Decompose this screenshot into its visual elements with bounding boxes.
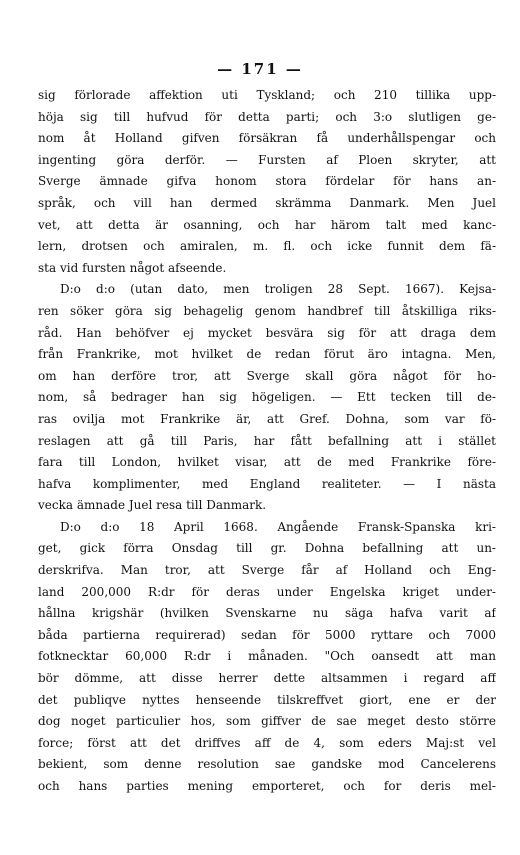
text-line: höja sig till hufvud för detta parti; och 3:o slutligen ge- bbox=[38, 109, 496, 124]
text-line: nom, så bedrager han sig högeligen. — Ett tecken till de- bbox=[38, 390, 496, 405]
paragraph bbox=[38, 279, 496, 517]
text-line: land 200,000 R:dr för deras under Engelska kriget under- bbox=[38, 584, 496, 599]
text-line: D:o d:o 18 April 1668. Angående Fransk-Spanska kri- bbox=[60, 519, 496, 534]
text-line: båda partierna requirerad) sedan för 5000 ryttare och 7000 bbox=[38, 627, 496, 642]
text-line: Sverge ämnade gifva honom stora fördelar för hans an- bbox=[38, 174, 496, 189]
paragraph bbox=[38, 85, 496, 279]
text-line: hållna krigshär (hvilken Svenskarne nu säga hafva varit af bbox=[38, 606, 496, 621]
text-line: fara till London, hvilket visar, att de med Frankrike före- bbox=[38, 455, 496, 470]
text-line: sig förlorade affektion uti Tyskland; och 210 tillika upp- bbox=[38, 88, 496, 102]
paragraph bbox=[38, 517, 496, 798]
text-line: derskrifva. Man tror, att Sverge får af Holland och Eng- bbox=[38, 563, 496, 578]
text-line: ren söker göra sig behagelig genom handbref till åtskilliga riks- bbox=[38, 303, 496, 318]
text-line: reslagen att gå till Paris, har fått befallning att i stället bbox=[38, 433, 496, 448]
text-line: force; först att det driffves aff de 4, som eders Maj:st vel bbox=[38, 735, 496, 750]
text-line: från Frankrike, mot hvilket de redan förut äro intagna. Men, bbox=[38, 347, 496, 362]
text-line: vet, att detta är osanning, och har härom talt med kanc- bbox=[38, 217, 496, 232]
text-line: språk, och vill han dermed skrämma Danmark. Men Juel bbox=[38, 195, 496, 210]
text-line: ras ovilja mot Frankrike är, att Gref. Dohna, som var fö- bbox=[38, 411, 496, 426]
text-line: get, gick förra Onsdag till gr. Dohna befallning att un- bbox=[38, 541, 496, 556]
text-line: hafva komplimenter, med England realiteter. — I nästa bbox=[38, 476, 496, 491]
text-line: dog noget particulier hos, som giffver de sae meget desto större bbox=[38, 714, 496, 729]
text-line: lern, drotsen och amiralen, m. fl. och icke funnit dem fä- bbox=[38, 239, 496, 254]
text-line: om han derföre tror, att Sverge skall göra något för ho- bbox=[38, 368, 496, 383]
text-line: fotknecktar 60,000 R:dr i månaden. "Och oansedt att man bbox=[38, 649, 496, 664]
text-line: bekient, som denne resolution sae gandske mod Cancelerens bbox=[38, 757, 496, 772]
text-line: ingenting göra derför. — Fursten af Ploen skryter, att bbox=[38, 152, 496, 167]
page-number-header: — 171 — bbox=[217, 60, 303, 78]
text-line: D:o d:o (utan dato, men troligen 28 Sept. 1667). Kejsa- bbox=[60, 282, 496, 297]
text-line: sta vid fursten något afseende. bbox=[38, 260, 227, 275]
text-line: vecka ämnade Juel resa till Danmark. bbox=[38, 498, 267, 513]
text-line: nom åt Holland gifven försäkran få underhållspengar och bbox=[38, 131, 496, 146]
text-line: bör dömme, att disse herrer dette altsammen i regard aff bbox=[38, 671, 496, 686]
text-line: råd. Han behöfver ej mycket besvära sig för att draga dem bbox=[38, 325, 496, 340]
text-line: och hans parties mening emporteret, och for deris mel- bbox=[38, 779, 496, 793]
text-line: det publiqve nyttes henseende tilskreffvet giort, ene er der bbox=[38, 692, 496, 707]
page-body bbox=[38, 85, 496, 798]
